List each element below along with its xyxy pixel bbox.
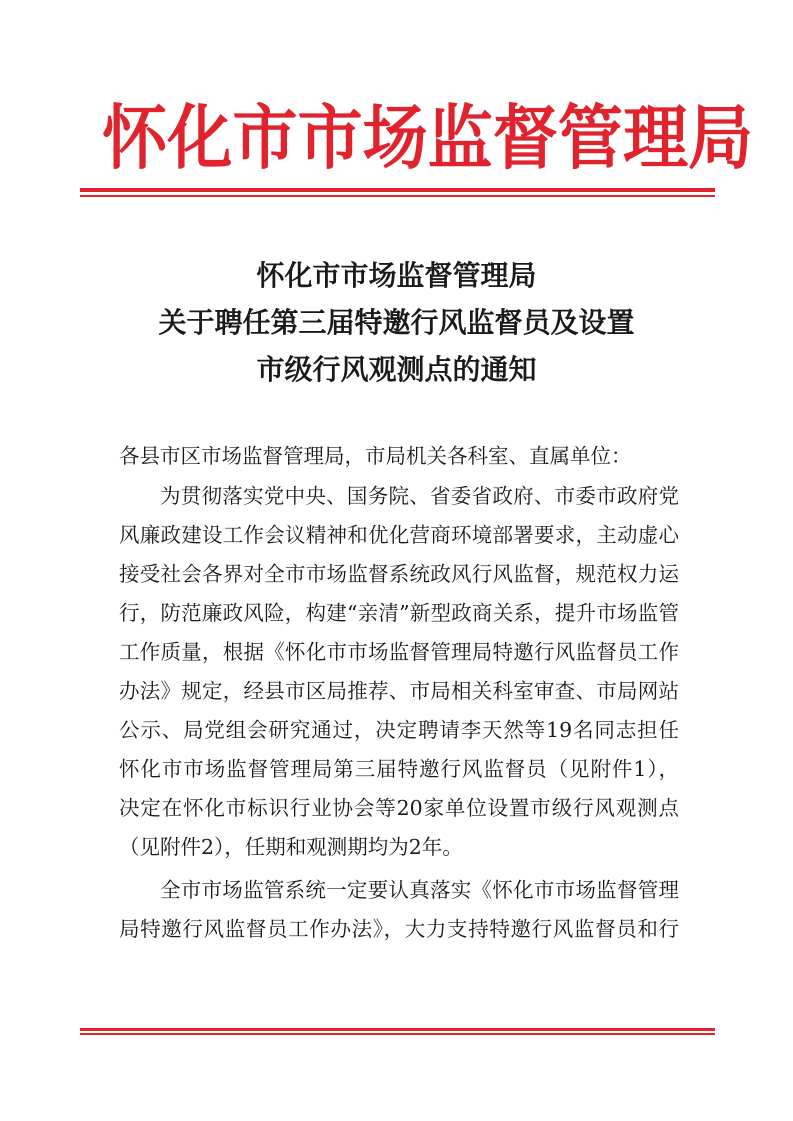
paragraph-1-line: （见附件2），任期和观测期均为2年。 bbox=[119, 835, 463, 859]
footer-rule-thin bbox=[80, 1033, 715, 1035]
paragraph-2-line: 全市市场监管系统一定要认真落实《怀化市市场监督管理 bbox=[160, 878, 679, 902]
paragraph-1-line: 接受社会各界对全市市场监督系统政风行风监督，规范权力运 bbox=[119, 562, 679, 586]
letterhead-org-name: 怀化市市场监督管理局 bbox=[102, 96, 754, 179]
document-title bbox=[80, 252, 713, 393]
letterhead-rule-thin bbox=[80, 195, 715, 197]
paragraph-1-line: 怀化市市场监督管理局第三届特邀行风监督员（见附件1）， bbox=[119, 757, 679, 781]
paragraph-2-line: 局特邀行风监督员工作办法》，大力支持特邀行风监督员和行 bbox=[119, 917, 679, 941]
paragraph-1 bbox=[119, 477, 679, 867]
letterhead-rule-thick bbox=[80, 188, 715, 192]
title-line-3: 市级行风观测点的通知 bbox=[256, 353, 537, 386]
title-line-2: 关于聘任第三届特邀行风监督员及设置 bbox=[158, 306, 635, 339]
paragraph-1-line: 风廉政建设工作会议精神和优化营商环境部署要求，主动虚心 bbox=[119, 523, 679, 547]
footer-rule-thick bbox=[80, 1028, 715, 1031]
paragraph-1-line: 为贯彻落实党中央、国务院、省委省政府、市委市政府党 bbox=[160, 484, 679, 508]
paragraph-2 bbox=[119, 871, 679, 949]
paragraph-1-line: 行，防范廉政风险，构建“亲清”新型政商关系，提升市场监管 bbox=[119, 601, 679, 625]
title-line-1: 怀化市市场监督管理局 bbox=[256, 259, 537, 292]
document-body bbox=[119, 437, 679, 949]
paragraph-1-line: 工作质量，根据《怀化市市场监督管理局特邀行风监督员工作 bbox=[119, 640, 679, 664]
paragraph-1-line: 决定在怀化市标识行业协会等20家单位设置市级行风观测点 bbox=[119, 796, 679, 820]
salutation: 各县市区市场监督管理局，市局机关各科室、直属单位： bbox=[119, 444, 632, 468]
paragraph-1-line: 办法》规定，经县市区局推荐、市局相关科室审查、市局网站 bbox=[119, 679, 679, 703]
paragraph-1-line: 公示、局党组会研究通过，决定聘请李天然等19名同志担任 bbox=[119, 718, 679, 742]
